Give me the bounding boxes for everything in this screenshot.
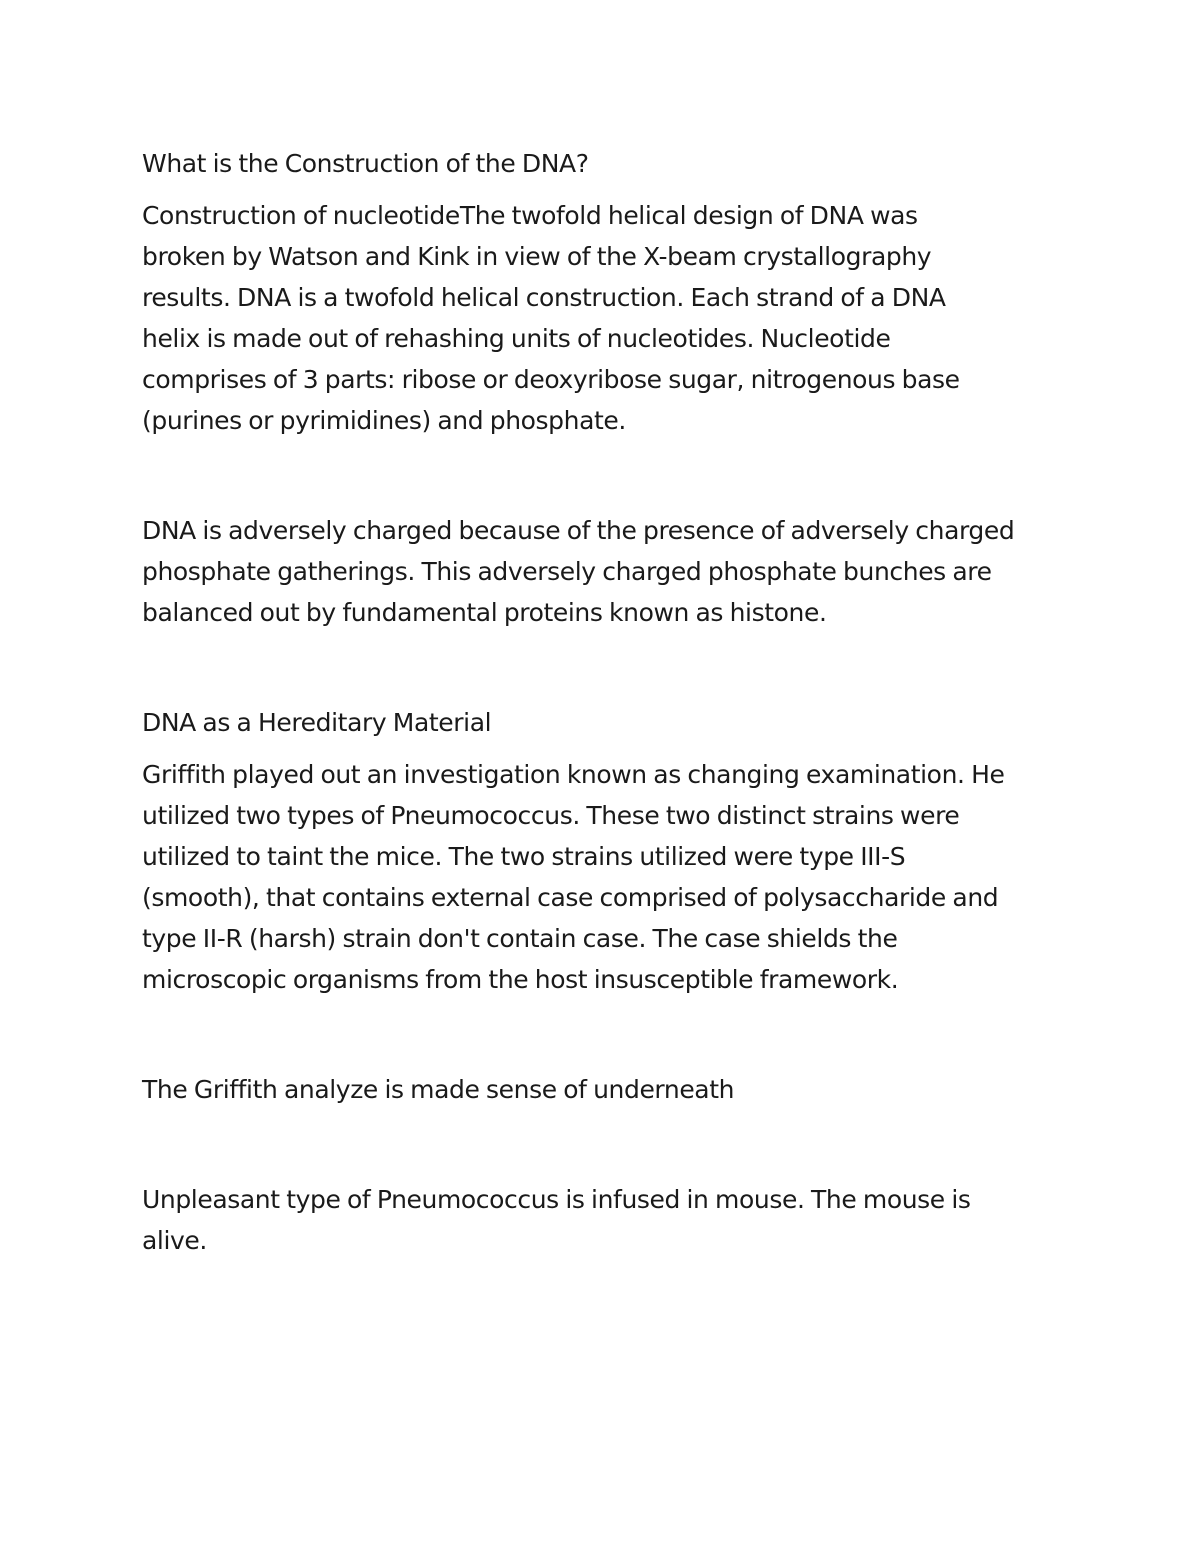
paragraph-rough-strain-result: Unpleasant type of Pneumococcus is infused in mouse. The mouse is alive. <box>142 1185 971 1255</box>
heading-dna-construction: What is the Construction of the DNA? <box>142 149 589 178</box>
document-page <box>142 143 1062 1261</box>
paragraph-dna-charge: DNA is adversely charged because of the presence of adversely charged phosphate gatherings. This adversely charged phosphate bunches are balanced out by fundamental proteins known as histone. <box>142 516 1015 627</box>
heading-hereditary-material: DNA as a Hereditary Material <box>142 708 492 737</box>
paragraph-griffith-experiment: Griffith played out an investigation known as changing examination. He utilized two types of Pneumococcus. These two distinct strains were utilized to taint the mice. The two strains utilized were type III-S (smooth), that contains external case comprised of polysaccharide and type II-R (harsh) strain don't contain case. The case shields the microscopic organisms from the host insusceptible framework. <box>142 760 1005 994</box>
paragraph-griffith-intro: The Griffith analyze is made sense of underneath <box>142 1075 735 1104</box>
paragraph-nucleotide-structure: Construction of nucleotideThe twofold helical design of DNA was broken by Watson and Kink in view of the X-beam crystallography results. DNA is a twofold helical construction. Each strand of a DNA helix is made out of rehashing units of nucleotides. Nucleotide comprises of 3 parts: ribose or deoxyribose sugar, nitrogenous base (purines or pyrimidines) and phosphate. <box>142 201 960 435</box>
